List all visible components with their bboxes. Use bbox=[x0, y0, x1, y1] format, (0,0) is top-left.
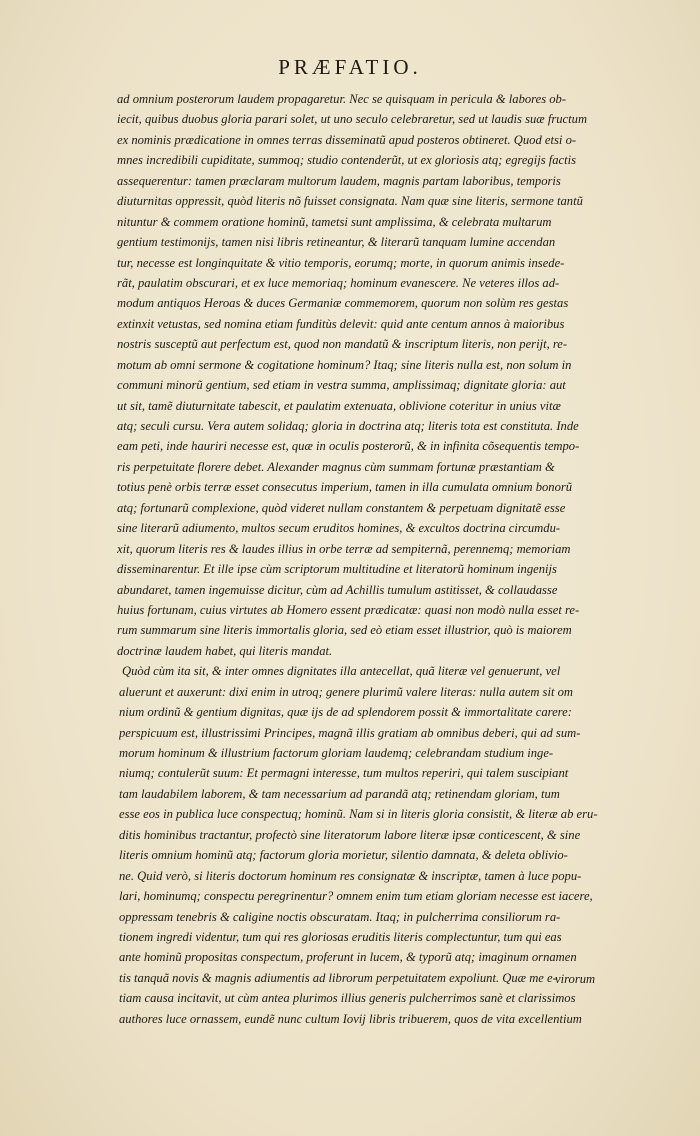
text-line: tis tanquã novis & magnis adiumentis ad librorum perpetuitatem expoliunt. Quæ me e- bbox=[119, 970, 557, 985]
text-line: gentium testimonijs, tamen nisi libris retineantur, & literarũ tanquam lumine accendan bbox=[117, 235, 556, 250]
text-line: modum antiquos Heroas & duces Germaniæ commemorem, quorum non solùm res gestas bbox=[117, 296, 569, 311]
text-line: huius fortunam, cuius virtutes ab Homero essent prædicatæ: quasi non modò nulla esset re- bbox=[117, 602, 580, 617]
text-line: morum hominum & illustrium factorum gloriam laudemq; celebrandam studium inge- bbox=[119, 746, 554, 760]
text-line: abundaret, tamen ingemuisse dicitur, cùm ad Achillis tumulum astitisset, & collaudasse bbox=[117, 582, 558, 597]
catchword: virorum bbox=[555, 972, 596, 986]
text-line: perspicuum est, illustrissimi Principes, magnã illis gratiam ab omnibus deberi, qui ad sum- bbox=[119, 725, 581, 740]
text-line: authores luce ornassem, eundẽ nunc cultum Iovij libris tribuerem, quos de vita excellentium bbox=[119, 1011, 582, 1026]
text-line: totius penè orbis terræ esset consecutus imperium, tamen in illa cumulata omnium bonorũ bbox=[117, 480, 573, 495]
text-line: ut sit, tamẽ diuturnitate tabescit, et paulatim extenuata, oblivione coteritur in unius vitæ bbox=[117, 398, 561, 413]
text-line: ne. Quid verò, si literis doctorum hominum res consignatæ & inscriptæ, tamen à luce popu- bbox=[119, 868, 582, 883]
text-line: eam peti, inde hauriri necesse est, quæ in oculis posterorũ, & in infinita cõsequentis tempo- bbox=[117, 439, 580, 454]
text-line: ad omnium posterorum laudem propagaretur. Nec se quisquam in pericula & labores ob- bbox=[117, 92, 567, 106]
text-line: nostris susceptũ aut perfectum est, quod non mandatũ & inscriptum literis, non perijt, re- bbox=[117, 337, 568, 352]
text-line: ante hominũ propositas conspectum, proferunt in lucem, & typorũ atq; imaginum ornamen bbox=[119, 950, 577, 965]
text-line: mnes incredibili cupiditate, summoq; studio contenderũt, ut ex gloriosis atq; egregijs factis bbox=[117, 153, 577, 168]
text-line: ditis hominibus tractantur, profectò sine literatorum labore literæ ipsæ conticescent, & sine bbox=[119, 827, 581, 842]
text-line: atq; fortunarũ complexione, quòd videret nullam constantem & perpetuam dignitatẽ esse bbox=[117, 500, 566, 515]
text-line: atq; seculi cursu. Vera autem solidaq; gloria in doctrina atq; literis tota est constituta. Inde bbox=[117, 419, 579, 433]
text-line: diuturnitas oppressit, quòd literis nõ fuisset consignata. Nam quæ sine literis, sermone tantũ bbox=[117, 194, 583, 209]
text-line: ex nominis prædicatione in omnes terras disseminatũ apud posteros obtineret. Quod etsi o- bbox=[117, 132, 577, 147]
text-line: lari, hominumq; conspectu peregrinentur? omnem enim tum etiam gloriam necesse est iacere, bbox=[119, 889, 593, 904]
text-line: nituntur & commem oratione hominũ, tametsi sunt amplissima, & celebrata multarum bbox=[117, 214, 552, 229]
text-line: tur, necesse est longinquitate & vitio temporis, eorumq; morte, in quorum animis insede- bbox=[117, 255, 565, 270]
text-line: oppressam tenebris & caligine noctis obscuratam. Itaq; in pulcherrima consiliorum ra- bbox=[119, 909, 561, 924]
text-line: aluerunt et auxerunt: dixi enim in utroq; genere plurimũ valere literas: nulla autem sit om bbox=[119, 684, 573, 699]
text-line: nium ordinũ & gentium dignitas, quæ ijs de ad splendorem possit & immortalitate carere: bbox=[119, 705, 572, 720]
text-line: esse eos in publica luce conspectuq; hominũ. Nam si in literis gloria consistit, & literæ ab eru- bbox=[119, 807, 598, 822]
text-line: motum ab omni sermone & cogitatione hominum? Itaq; sine literis nulla est, non solum in bbox=[117, 357, 572, 372]
text-line: tam laudabilem laborem, & tam necessarium ad parandã atq; retinendam gloriam, tum bbox=[119, 786, 560, 801]
text-line: extinxit vetustas, sed nomina etiam funditùs delevit: quid ante centum annos à maioribus bbox=[117, 316, 565, 331]
text-line: iecit, quibus duobus gloria parari solet, ut uno seculo celebraretur, sed ut laudis suæ fructum bbox=[117, 112, 588, 127]
text-line: xit, quorum literis res & laudes illius in orbe terræ ad sempiternã, perennemq; memoriam bbox=[117, 541, 571, 556]
text-line: rãt, paulatim obscurari, et ex luce memoriaq; hominum evanescere. Ne veteres illos ad- bbox=[117, 275, 560, 290]
paragraph bbox=[117, 89, 637, 661]
text-line: tionem ingredi videntur, tum qui res gloriosas eruditis literis complectuntur, tum qui eas bbox=[119, 929, 562, 944]
text-line: sine literarũ adiumento, multos secum eruditos homines, & excultos doctrina circumdu- bbox=[117, 521, 561, 536]
text-line: ris perpetuitate florere debet. Alexander magnus cùm summam fortunæ præstantiam & bbox=[117, 459, 555, 474]
text-line: literis omnium hominũ atq; factorum gloria morietur, silentio damnata, & deleta oblivio- bbox=[119, 848, 568, 863]
text-line: rum summarum sine literis immortalis gloria, sed eò etiam esset illustrior, quò is maiorem bbox=[117, 623, 572, 638]
text-line: disseminarentur. Et ille ipse cùm scriptorum multitudine et literatorũ hominum ingenijs bbox=[117, 562, 557, 577]
text-line: tiam causa incitavit, ut cùm antea plurimos illius generis pulcherrimos sanè et clarissimos bbox=[119, 991, 576, 1006]
body-text bbox=[117, 89, 637, 1029]
text-line: assequerentur: tamen præclaram multorum laudem, magnis partam laboribus, temporis bbox=[117, 173, 561, 188]
text-line: doctrinæ laudem habet, qui literis mandat. bbox=[117, 643, 333, 658]
text-line: communi minorũ gentium, sed etiam in vestra summa, amplissimaq; dignitate gloria: aut bbox=[117, 378, 566, 393]
page-title: PRÆFATIO. bbox=[278, 55, 422, 79]
text-line: niumq; contulerũt suum: Et permagni interesse, tum multos reperiri, qui talem suscipiant bbox=[119, 766, 569, 781]
text-line: Quòd cùm ita sit, & inter omnes dignitates illa antecellat, quã literæ vel genuerunt, vel bbox=[122, 664, 561, 679]
